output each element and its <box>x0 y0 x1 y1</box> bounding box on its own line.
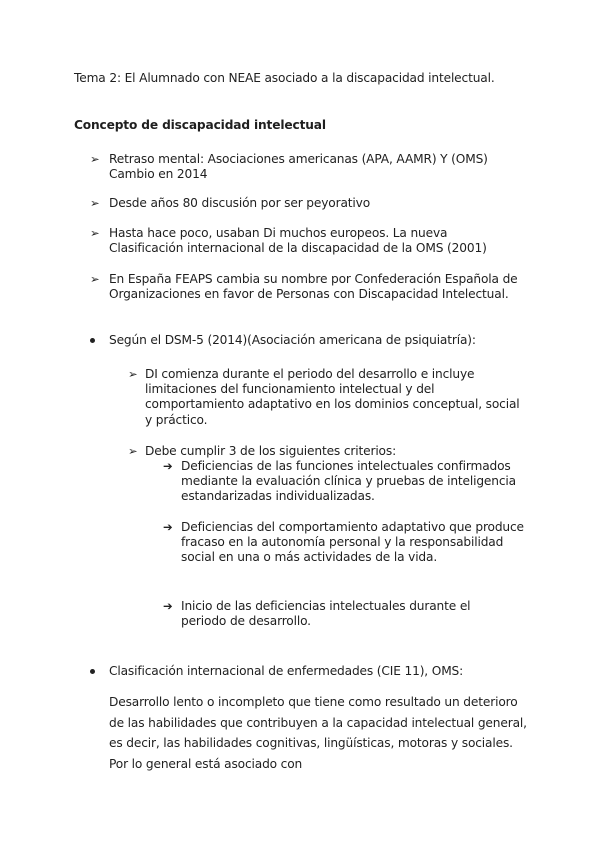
document-title: Tema 2: El Alumnado con NEAE asociado a la discapacidad intelectual. <box>74 71 495 85</box>
right-arrow-icon: ➔ <box>163 599 173 613</box>
cie-paragraph: Desarrollo lento o incompleto que tiene como resultado un deterioro de las habilidades que contribuyen a la capacidad intelectual general, es decir, las habilidades cognitivas, lingüísticas, motoras y sociales. Por lo general está asociado con <box>109 695 527 771</box>
list-item-retraso-mental: Retraso mental: Asociaciones americanas (APA, AAMR) Y (OMS) Cambio en 2014 <box>109 152 488 182</box>
right-arrow-icon: ➔ <box>163 459 173 473</box>
criteria-item-inicio: Inicio de las deficiencias intelectuales durante el periodo de desarrollo. <box>181 599 471 629</box>
arrowhead-bullet-icon: ➢ <box>90 226 100 240</box>
arrowhead-bullet-icon: ➢ <box>128 367 138 381</box>
arrowhead-bullet-icon: ➢ <box>90 152 100 166</box>
cie-label: Clasificación internacional de enfermedades (CIE 11), OMS: <box>109 664 464 678</box>
arrowhead-bullet-icon: ➢ <box>90 272 100 286</box>
circle-bullet-icon <box>90 669 95 674</box>
criteria-item-adaptativo: Deficiencias del comportamiento adaptativo que produce fracaso en la autonomía personal y la responsabilidad social en una o más actividades de la vida. <box>181 520 524 565</box>
arrowhead-bullet-icon: ➢ <box>128 444 138 458</box>
criteria-item-funciones: Deficiencias de las funciones intelectuales confirmados mediante la evaluación clínica y pruebas de inteligencia estandarizadas individualizadas. <box>181 459 516 504</box>
arrowhead-bullet-icon: ➢ <box>90 196 100 210</box>
right-arrow-icon: ➔ <box>163 520 173 534</box>
list-item-anos-80: Desde años 80 discusión por ser peyorativo <box>109 196 371 210</box>
dsm-item-periodo: DI comienza durante el periodo del desarrollo e incluye limitaciones del funcionamiento intelectual y del comportamiento adaptativo en los dominios conceptual, social y práctico. <box>145 367 520 427</box>
circle-bullet-icon <box>90 338 95 343</box>
list-item-feaps: En España FEAPS cambia su nombre por Confederación Española de Organizaciones en favor de Personas con Discapacidad Intelectual. <box>109 272 518 302</box>
dsm-label: Según el DSM-5 (2014)(Asociación americana de psiquiatría): <box>109 333 476 347</box>
dsm-item-criterios: Debe cumplir 3 de los siguientes criterios: <box>145 444 397 458</box>
list-item-europeos: Hasta hace poco, usaban Di muchos europeos. La nueva Clasificación internacional de la discapacidad de la OMS (2001) <box>109 226 487 256</box>
section-heading: Concepto de discapacidad intelectual <box>74 118 326 132</box>
